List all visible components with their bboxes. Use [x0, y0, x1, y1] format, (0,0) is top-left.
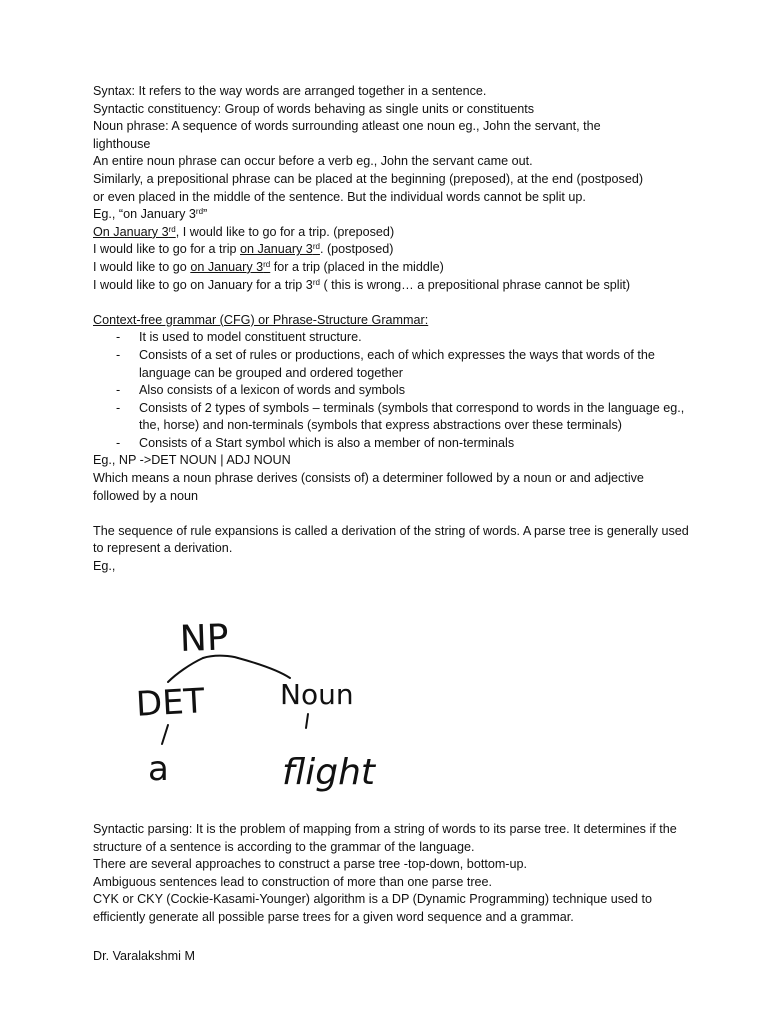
author-signature: Dr. Varalakshmi M	[93, 949, 195, 963]
cfg-bullet-list	[93, 329, 693, 452]
list-item: - Consists of a Start symbol which is also a member of non-terminals	[93, 435, 693, 453]
tree-edge-right-leaf	[306, 714, 308, 728]
cfg-heading: Context-free grammar (CFG) or Phrase-Structure Grammar:	[93, 312, 429, 327]
prepositional-phrase-line: Similarly, a prepositional phrase can be placed at the beginning (preposed), at the end (postposed)	[93, 171, 644, 186]
tree-edge-left-leaf	[162, 725, 168, 744]
list-item: - Consists of a set of rules or productions, each of which expresses the ways that words of the language can be grouped and ordered together	[93, 347, 693, 382]
cfg-rule-example: Eg., NP ->DET NOUN | ADJ NOUN	[93, 453, 291, 468]
example-wrong: I would like to go on January for a trip 3rd ( this is wrong… a prepositional phrase cannot be split)	[93, 277, 631, 292]
noun-phrase-position: An entire noun phrase can occur before a verb eg., John the servant came out.	[93, 154, 533, 169]
tree-edge-right	[238, 658, 290, 678]
tree-leaf-flight: flight	[282, 752, 376, 793]
tree-node-root: NP	[179, 617, 230, 661]
example-middle: I would like to go on January 3rd for a trip (placed in the middle)	[93, 259, 444, 274]
example-preposed: On January 3rd, I would like to go for a trip. (preposed)	[93, 224, 395, 239]
noun-phrase-definition: Noun phrase: A sequence of words surrounding atleast one noun eg., John the servant, the	[93, 119, 601, 134]
tree-example-label: Eg.,	[93, 559, 116, 574]
syntax-definition: Syntax: It refers to the way words are arranged together in a sentence.	[93, 84, 487, 98]
tree-node-noun: Noun	[280, 678, 354, 711]
list-item: - Also consists of a lexicon of words and symbols	[93, 382, 693, 400]
tree-node-det: DET	[135, 681, 206, 725]
example-postposed: I would like to go for a trip on January 3rd. (postposed)	[93, 242, 394, 257]
tree-leaf-a: a	[148, 749, 169, 789]
parsing-definition: Syntactic parsing: It is the problem of mapping from a string of words to its parse tree. It determines if the structure of a sentence is according to the grammar of the language.	[93, 822, 677, 854]
parsing-approaches: There are several approaches to construct a parse tree -top-down, bottom-up.	[93, 857, 528, 872]
document-body	[93, 83, 693, 576]
prepositional-phrase-line-2: or even placed in the middle of the sentence. But the individual words cannot be split up.	[93, 189, 586, 204]
noun-phrase-definition-cont: lighthouse	[93, 136, 151, 151]
derivation-paragraph: The sequence of rule expansions is called a derivation of the string of words. A parse tree is generally used to represent a derivation.	[93, 523, 689, 556]
example-intro: Eg., “on January 3rd”	[93, 207, 208, 222]
parse-tree-drawing	[120, 612, 400, 812]
list-item: - It is used to model constituent structure.	[93, 329, 693, 347]
parsing-section	[93, 821, 693, 927]
cfg-rule-explanation: Which means a noun phrase derives (consists of) a determiner followed by a noun or and adjective followed by a noun	[93, 471, 644, 503]
list-item: - Consists of 2 types of symbols – terminals (symbols that correspond to words in the language eg., the, horse) and non-terminals (symbols that express abstractions over these terminals)	[93, 400, 693, 435]
constituency-definition: Syntactic constituency: Group of words behaving as single units or constituents	[93, 101, 535, 116]
tree-edge-left	[168, 658, 203, 682]
cky-algorithm: CYK or CKY (Cockie-Kasami-Younger) algorithm is a DP (Dynamic Programming) technique used to efficiently generate all possible parse trees for a given word sequence and a grammar.	[93, 892, 653, 924]
parsing-ambiguity: Ambiguous sentences lead to construction of more than one parse tree.	[93, 874, 493, 889]
